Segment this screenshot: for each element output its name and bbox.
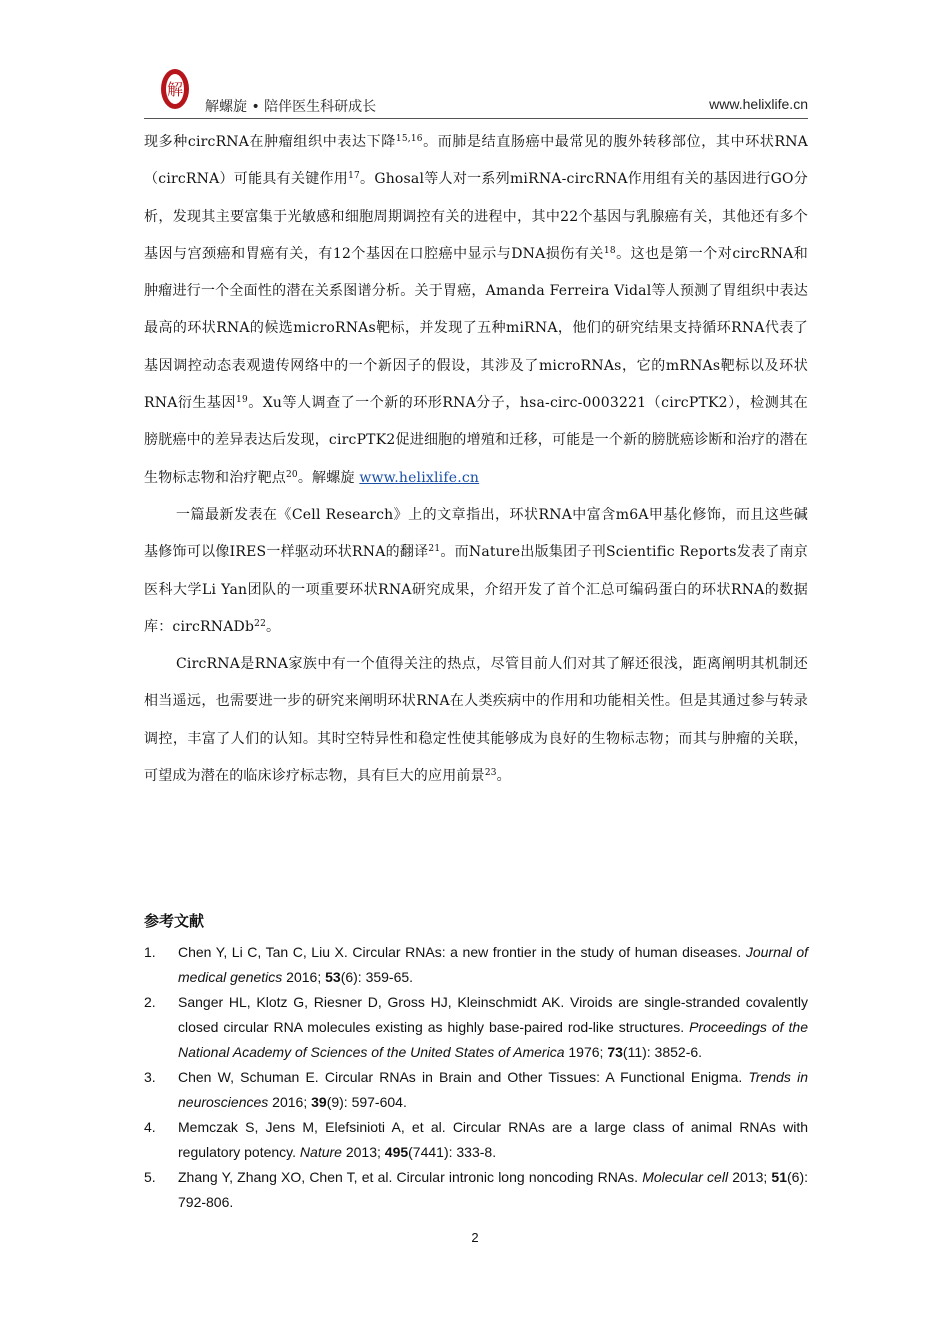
reference-item: 1. Chen Y, Li C, Tan C, Liu X. Circular RNAs: a new frontier in the study of human diseases. Journal of medical genetics 2016; 53(6): 359-65. xyxy=(144,944,808,985)
page-header xyxy=(144,60,808,120)
citation: 22 xyxy=(254,618,266,629)
header-divider xyxy=(144,118,808,119)
citation: 21 xyxy=(428,544,441,555)
paragraph-2: 一篇最新发表在《Cell Research》上的文章指出，环状RNA中富含m6A甲基化修饰，而且这些碱基修饰可以像IRES一样驱动环状RNA的翻译$^{21}$。而Nature出版集团子刊Scientific Reports发表了南京医科大学Li Yan团队的一项重要环状RNA研究成果，介绍开发了首个汇总可编码蛋白的环状RNA的数据库：circRNADb$^{22}$。 xyxy=(144,506,808,635)
brand-tagline: 解螺旋 • 陪伴医生科研成长 xyxy=(205,99,377,115)
helixlife-logo-icon xyxy=(158,66,192,112)
reference-item: 5. Zhang Y, Zhang XO, Chen T, et al. Circular intronic long noncoding RNAs. Molecular cell 2013; 51(6): 792-806. xyxy=(144,1169,808,1210)
article-body xyxy=(144,124,808,795)
site-url[interactable]: www.helixlife.cn xyxy=(709,96,808,112)
citation: 15,16 xyxy=(395,134,423,144)
citation: 19 xyxy=(236,395,248,406)
citation: 20 xyxy=(286,469,298,480)
paragraph-1: 现多种circRNA在肿瘤组织中表达下降$^{15,16}$。而肺是结直肠癌中最常见的腹外转移部位，其中环状RNA（circRNA）可能具有关键作用$^{17}$。Ghosal等人对一系列miRNA-circRNA作用组有关的基因进行GO分析，发现其主要富集于光敏感和细胞周期调控有关的进程中，其中22个基因与乳腺癌有关，其他还有多个基因与宫颈癌和胃癌有关，有12个基因在口腔癌中显示与DNA损伤有关$^{18}$。这也是第一个对circRNA和肿瘤进行一个全面性的潜在关系图谱分析。关于胃癌，Amanda Ferreira Vidal等人预测了胃组织中表达最高的环状RNA的候选microRNAs靶标，并发现了五种miRNA，他们的研究结果支持循环RNA代表了基因调控动态表观遗传网络中的一个新因子的假设，其涉及了microRNAs，它的mRNAs靶标以及环状RNA衍生基因$^{19}$。Xu等人调查了一个新的环形RNA分子，hsa-circ-0003221（circPTK2），检测其在膀胱癌中的差异表达后发现，circPTK2促进细胞的增殖和迁移，可能是一个新的膀胱癌诊断和治疗的潜在生物标志物和治疗靶点$^{20}$。解螺旋 www.helixlife.cn xyxy=(144,134,808,486)
logo-glyph: 解 xyxy=(166,80,184,99)
page-number: 2 xyxy=(471,1230,479,1245)
helixlife-link[interactable]: www.helixlife.cn xyxy=(359,469,480,486)
citation: 18 xyxy=(603,245,616,256)
citation: 17 xyxy=(348,171,360,182)
references-heading: 参考文献 xyxy=(144,912,205,930)
paragraph-3: CircRNA是RNA家族中有一个值得关注的热点，尽管目前人们对其了解还很浅，距离阐明其机制还相当遥远，也需要进一步的研究来阐明环状RNA在人类疾病中的作用和功能相关性。但是其通过参与转录调控，丰富了人们的认知。其时空特异性和稳定性使其能够成为良好的生物标志物；而其与肿瘤的关联，可望成为潜在的临床诊疗标志物，具有巨大的应用前景$^{23}$。 xyxy=(144,656,808,785)
citation: 23 xyxy=(484,768,497,779)
reference-item: 4. Memczak S, Jens M, Elefsinioti A, et al. Circular RNAs are a large class of animal RNAs with regulatory potency. Nature 2013; 495(7441): 333-8. xyxy=(144,1119,808,1160)
reference-item: 3. Chen W, Schuman E. Circular RNAs in Brain and Other Tissues: A Functional Enigma. Trends in neurosciences 2016; 39(9): 597-604. xyxy=(144,1069,808,1110)
reference-item: 2. Sanger HL, Klotz G, Riesner D, Gross HJ, Kleinschmidt AK. Viroids are single-stranded covalently closed circular RNA molecules existing as highly base-paired rod-like structures. Proceedings of the National Academy of Sciences of the United States of America 1976; 73(11): 3852-6. xyxy=(144,994,808,1060)
reference-list xyxy=(144,940,808,1215)
